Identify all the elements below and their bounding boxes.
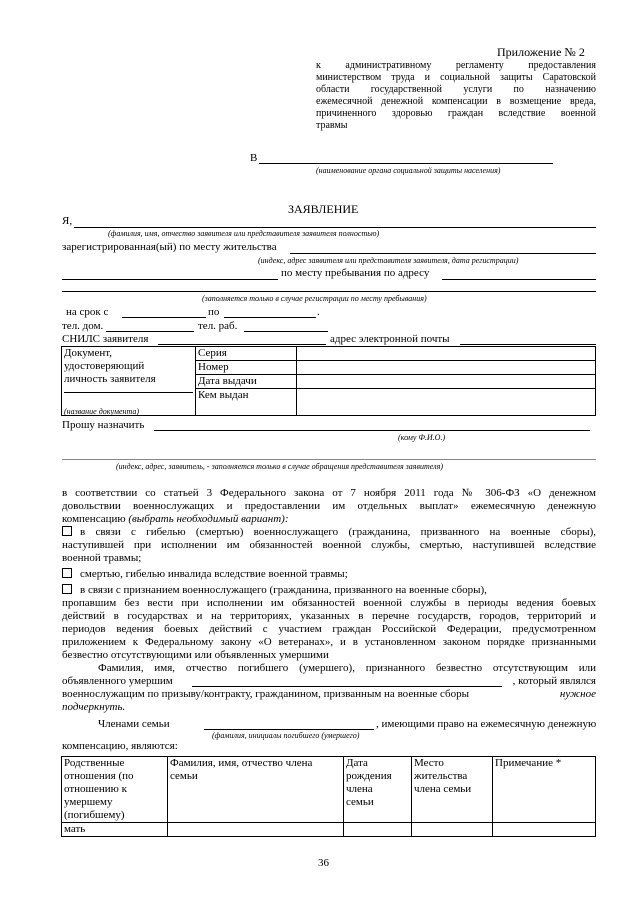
home-phone-field[interactable]	[106, 331, 194, 332]
residence-cell[interactable]	[412, 823, 493, 837]
term-end: .	[317, 306, 320, 318]
request-label: Прошу назначить	[62, 419, 145, 431]
option-death-checkbox[interactable]	[62, 526, 72, 536]
stay-address-field[interactable]	[442, 279, 596, 280]
stay-address-field-2[interactable]	[62, 291, 596, 292]
number-field[interactable]	[297, 361, 596, 375]
issue-date-label: Дата выдачи	[196, 375, 297, 389]
recipient-prefix: В	[250, 152, 258, 164]
relation-cell[interactable]: мать	[62, 823, 168, 837]
deceased-fio-field[interactable]	[192, 686, 502, 687]
term-from-label: на срок с	[66, 306, 109, 318]
doc-label-cell: Документ, удостоверяющий личность заявителя	[62, 347, 196, 416]
registered-caption: (индекс, адрес заявителя или представителя заявителя, дата регистрации)	[258, 256, 519, 265]
recipient-caption: (наименование органа социальной защиты населения)	[316, 166, 501, 175]
body-text: в соответствии со статьей 3 Федерального закона от 7 ноября 2011 года № 306-ФЗ «О денежном довольствии военнослужащих и предоставлении им отдельных выплат» ежемесячную денежную компенсацию (выбрать необходимый вариант): в связи с гибелью (смертью) военнослужащего (гражданина, призванного на военные сборы), наступившей при исполнении им обязанностей военной службы, смертью, наступившей вследствие военной травмы; смертью, гибелью инвалида вследствие военной травмы; в связи с признанием военнослужащего (гражданина, призванного на военные сборы), пропавшим без вести при исполнении им обязанностей военной службы в периоды ведения боевых действий в государствах и на территориях, указанных в перечне государств, городов, территорий и периодов ведения боевых действий с участием граждан Российской Федерации, предусмотренном приложением к Федеральному закону «О ветеранах», и в установленном законом порядке признанными безвестно отсутствующими или объявленных умершими Фамилия, имя, отчество погибшего (умершего), признанного безвестно отсутствующим или объявленного умершим , который являлся военнослужащим по призыву/контракту, гражданином, призванным на военные сборы нужное подчеркнуть. Членами семьи , имеющими право на ежемесячную денежную (фамилия, инициалы погибшего (умершего) компенсацию, являются:	[62, 487, 597, 752]
stay-label: по месту пребывания по адресу	[281, 267, 430, 279]
issued-by-label: Кем выдан	[196, 389, 297, 416]
term-to-field[interactable]	[224, 317, 316, 318]
table-row	[62, 823, 596, 837]
number-label: Номер	[196, 361, 297, 375]
page-title: ЗАЯВЛЕНИЕ	[288, 202, 359, 216]
request-address-field[interactable]	[62, 459, 596, 460]
snils-field[interactable]	[158, 344, 326, 345]
snils-label: СНИЛС заявителя	[62, 333, 149, 345]
registered-label: зарегистрированная(ый) по месту жительства	[62, 241, 277, 253]
recipient-field[interactable]	[259, 163, 553, 164]
stay-prefix-field[interactable]	[62, 279, 278, 280]
applicant-i-label: Я,	[62, 215, 73, 227]
request-address-caption: (индекс, адрес, заявитель, - заполняется только в случае обращения представителя заявителя)	[116, 462, 443, 471]
email-field[interactable]	[460, 344, 596, 345]
option-missing-checkbox[interactable]	[62, 584, 72, 594]
work-phone-field[interactable]	[244, 331, 328, 332]
col-note: Примечание *	[493, 757, 596, 823]
birthdate-cell[interactable]	[344, 823, 412, 837]
stay-caption: (заполняется только в случае регистрации по месту пребывания)	[202, 294, 427, 303]
home-phone-label: тел. дом.	[62, 320, 104, 332]
registered-address-field[interactable]	[290, 253, 596, 254]
col-residence: Место жительства члена семьи	[412, 757, 493, 823]
series-label: Серия	[196, 347, 297, 361]
id-document-table	[61, 346, 596, 416]
term-to-label: по	[208, 306, 220, 318]
work-phone-label: тел. раб.	[198, 320, 238, 332]
applicant-fio-field[interactable]	[74, 227, 596, 228]
request-fio-caption: (кому Ф.И.О.)	[398, 433, 446, 442]
issue-date-field[interactable]	[297, 375, 596, 389]
series-field[interactable]	[297, 347, 596, 361]
family-table	[61, 756, 596, 837]
members-deceased-field[interactable]	[204, 729, 374, 730]
issued-by-field[interactable]	[297, 389, 596, 416]
option-invalid-checkbox[interactable]	[62, 568, 72, 578]
appendix-title: Приложение № 2	[497, 45, 585, 59]
fio-cell[interactable]	[168, 823, 344, 837]
col-relation: Родственные отношения (по отношению к умершему (погибшему)	[62, 757, 168, 823]
col-birthdate: Дата рождения члена семьи	[344, 757, 412, 823]
request-fio-field[interactable]	[154, 430, 590, 431]
page-number: 36	[318, 857, 329, 869]
family-table-header	[62, 757, 596, 823]
col-fio: Фамилия, имя, отчество члена семьи	[168, 757, 344, 823]
email-label: адрес электронной почты	[330, 333, 450, 345]
applicant-fio-caption: (фамилия, имя, отчество заявителя или представителя заявителя полностью)	[108, 229, 380, 238]
doc-caption: (название документа)	[64, 407, 139, 416]
appendix-text: к административному регламенту предоставления министерством труда и социальной защиты Саратовской области государственной услуги по назначению ежемесячной денежной компенсации в возмещение вреда, причиненного здоровью граждан вследствие военной травмы	[316, 60, 596, 131]
term-from-field[interactable]	[122, 317, 206, 318]
note-cell[interactable]	[493, 823, 596, 837]
